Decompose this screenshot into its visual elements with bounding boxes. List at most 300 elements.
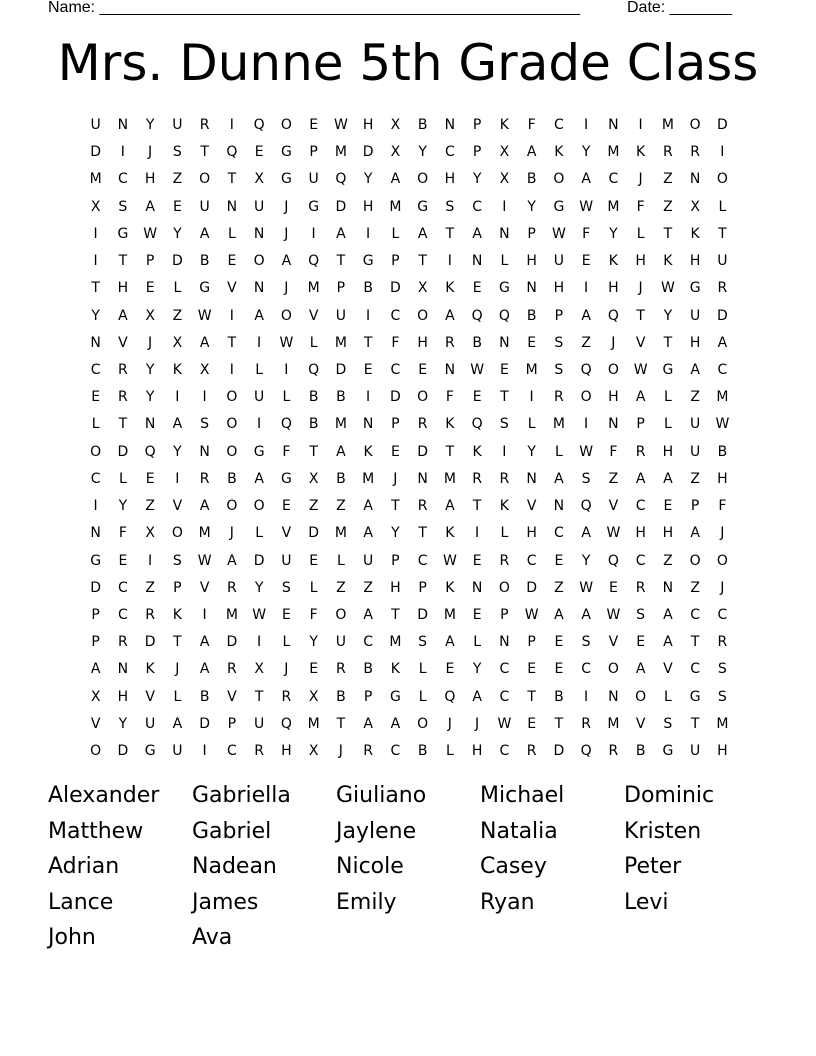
grid-letter: C [499, 743, 510, 760]
grid-letter: K [690, 225, 700, 242]
grid-letter: O [689, 117, 701, 133]
grid-letter: N [471, 579, 483, 596]
grid-letter: Y [118, 498, 128, 515]
grid-letter: Q [607, 307, 619, 324]
grid-letter: R [635, 579, 646, 596]
grid-letter: N [526, 280, 537, 297]
grid-letter: R [499, 552, 510, 569]
grid-letter: M [607, 144, 620, 161]
grid-letter: A [690, 361, 700, 378]
grid-letter: O [226, 498, 238, 515]
grid-letter: R [690, 144, 700, 161]
grid-letter: A [281, 253, 292, 270]
grid-letter: E [581, 253, 591, 270]
grid-letter: A [90, 661, 101, 678]
grid-letter: H [635, 525, 646, 542]
grid-letter: W [715, 416, 730, 433]
grid-row [82, 738, 736, 765]
grid-letter: J [229, 525, 234, 542]
grid-letter: H [471, 743, 483, 760]
grid-letter: E [445, 661, 455, 678]
grid-letter: Y [581, 552, 591, 569]
grid-letter: B [554, 688, 564, 705]
grid-letter: P [391, 416, 400, 433]
grid-letter: U [254, 389, 265, 406]
grid-letter: Y [254, 579, 264, 596]
grid-letter: M [307, 280, 320, 297]
grid-letter: X [308, 743, 319, 760]
grid-letter: Y [145, 361, 155, 378]
grid-letter: E [472, 606, 482, 623]
grid-letter: R [526, 743, 537, 760]
grid-letter: P [145, 253, 155, 270]
grid-letter: R [118, 634, 128, 651]
grid-letter: G [553, 198, 565, 215]
grid-letter: C [553, 117, 564, 133]
grid-letter: Q [253, 117, 265, 133]
grid-letter: E [91, 389, 101, 406]
grid-letter: D [417, 443, 429, 460]
grid-letter: L [554, 443, 563, 460]
grid-letter: E [499, 361, 509, 378]
grid-letter: Y [527, 198, 536, 215]
grid-letter: J [638, 280, 643, 297]
grid-letter: N [608, 416, 619, 433]
grid-letter: D [389, 389, 401, 406]
grid-letter: I [229, 307, 234, 324]
grid-letter: D [253, 552, 265, 569]
grid-letter: X [90, 688, 101, 705]
grid-letter: L [255, 525, 264, 542]
grid-letter: E [554, 661, 564, 678]
word-list-item: Natalia [480, 818, 558, 844]
grid-letter: P [418, 579, 427, 596]
grid-letter: Q [308, 361, 320, 378]
grid-letter: R [118, 389, 128, 406]
grid-letter: Q [226, 144, 238, 161]
grid-letter: Z [308, 498, 319, 515]
grid-letter: I [257, 634, 262, 651]
grid-letter: D [553, 743, 565, 760]
grid-letter: K [608, 253, 618, 270]
grid-letter: W [143, 225, 158, 242]
grid-letter: D [362, 144, 374, 161]
grid-letter: T [718, 225, 727, 242]
grid-letter: R [499, 470, 510, 487]
grid-letter: C [717, 606, 728, 623]
grid-letter: N [117, 117, 129, 133]
grid-letter: C [690, 661, 701, 678]
grid-letter: L [282, 389, 291, 406]
grid-letter: N [417, 470, 428, 487]
grid-letter: Y [173, 225, 182, 242]
grid-letter: E [172, 198, 182, 215]
grid-letter: W [579, 198, 594, 215]
grid-letter: A [635, 661, 646, 678]
grid-letter: Y [363, 171, 373, 188]
grid-letter: D [335, 198, 347, 215]
grid-letter: R [554, 389, 564, 406]
grid-letter: C [581, 661, 592, 678]
grid-letter: T [690, 634, 700, 651]
grid-letter: A [445, 634, 455, 651]
word-list-item: Emily [336, 889, 397, 915]
grid-letter: B [308, 416, 319, 433]
grid-letter: H [526, 253, 537, 270]
grid-letter: G [662, 743, 674, 760]
grid-letter: O [90, 743, 102, 760]
date-field-label: Date: _______ [627, 0, 732, 16]
grid-letter: N [253, 280, 265, 297]
grid-letter: T [363, 334, 373, 351]
grid-letter: L [418, 688, 427, 705]
grid-letter: R [581, 715, 591, 732]
grid-letter: W [470, 361, 485, 378]
word-search-grid [82, 112, 736, 765]
grid-letter: U [717, 253, 728, 270]
grid-letter: I [93, 225, 98, 242]
grid-letter: I [366, 389, 371, 406]
grid-letter: A [663, 634, 673, 651]
word-list-item: John [48, 925, 96, 950]
word-list-item: Gabriella [192, 783, 291, 808]
grid-letter: I [175, 389, 180, 406]
grid-letter: A [663, 470, 673, 487]
grid-letter: C [390, 743, 401, 760]
grid-letter: M [362, 470, 375, 487]
grid-letter: T [418, 525, 427, 542]
grid-letter: I [720, 144, 725, 161]
grid-letter: E [118, 552, 128, 569]
grid-letter: R [608, 743, 619, 760]
grid-letter: R [336, 661, 346, 678]
grid-letter: I [148, 552, 153, 569]
grid-letter: Q [308, 253, 320, 270]
grid-letter: C [117, 171, 128, 188]
grid-letter: H [608, 280, 619, 297]
grid-letter: A [199, 661, 210, 678]
grid-row [82, 194, 736, 221]
grid-letter: T [227, 334, 237, 351]
grid-letter: Z [663, 171, 673, 188]
grid-letter: I [311, 225, 316, 242]
grid-letter: H [662, 443, 674, 460]
grid-letter: F [309, 606, 318, 623]
grid-row [82, 166, 736, 193]
word-list-item: Dominic [624, 783, 715, 808]
grid-letter: Z [690, 579, 700, 596]
grid-letter: O [607, 661, 619, 678]
grid-letter: F [718, 498, 727, 515]
grid-letter: M [661, 117, 674, 133]
grid-letter: D [171, 253, 183, 270]
grid-letter: A [118, 307, 128, 324]
grid-letter: O [253, 498, 265, 515]
grid-letter: O [417, 307, 429, 324]
grid-letter: D [90, 144, 102, 161]
grid-letter: A [526, 144, 537, 161]
grid-letter: A [199, 334, 210, 351]
grid-letter: O [226, 416, 238, 433]
grid-row [82, 139, 736, 166]
grid-letter: E [145, 470, 155, 487]
grid-letter: O [280, 307, 292, 324]
grid-letter: Y [527, 443, 536, 460]
grid-letter: G [689, 280, 701, 297]
grid-letter: J [148, 334, 153, 351]
grid-letter: E [281, 498, 291, 515]
grid-row [82, 384, 736, 411]
grid-letter: G [362, 253, 374, 270]
grid-letter: S [636, 606, 646, 623]
grid-letter: S [581, 634, 591, 651]
grid-letter: U [335, 307, 346, 324]
grid-letter: R [445, 334, 455, 351]
grid-letter: S [717, 661, 727, 678]
grid-letter: R [417, 498, 428, 515]
grid-letter: T [690, 715, 700, 732]
grid-letter: G [117, 225, 129, 242]
grid-letter: P [336, 280, 346, 297]
grid-letter: U [90, 117, 101, 133]
grid-letter: O [635, 688, 647, 705]
grid-letter: K [445, 579, 455, 596]
grid-letter: W [606, 525, 621, 542]
grid-letter: U [553, 253, 564, 270]
grid-row [82, 303, 736, 330]
grid-row [82, 575, 736, 602]
grid-letter: V [308, 307, 319, 324]
grid-letter: G [280, 470, 292, 487]
grid-letter: O [417, 171, 429, 188]
grid-letter: S [281, 579, 291, 596]
grid-letter: C [226, 743, 237, 760]
grid-letter: J [720, 579, 725, 596]
grid-letter: Z [663, 198, 673, 215]
grid-letter: X [172, 334, 183, 351]
grid-letter: Y [472, 171, 482, 188]
grid-letter: W [524, 606, 539, 623]
grid-letter: E [254, 144, 264, 161]
grid-letter: E [309, 552, 319, 569]
grid-letter: A [581, 171, 591, 188]
grid-letter: N [226, 198, 238, 215]
grid-letter: N [90, 334, 101, 351]
grid-letter: C [390, 307, 401, 324]
grid-letter: E [472, 552, 482, 569]
grid-letter: L [418, 661, 427, 678]
grid-letter: A [390, 715, 401, 732]
grid-letter: W [633, 361, 648, 378]
grid-letter: P [690, 498, 700, 515]
grid-letter: C [417, 552, 428, 569]
grid-letter: D [144, 634, 156, 651]
grid-letter: A [227, 552, 237, 569]
grid-letter: L [173, 688, 182, 705]
grid-letter: E [472, 280, 482, 297]
grid-letter: R [717, 280, 728, 297]
grid-letter: R [227, 661, 237, 678]
word-list-item: Matthew [48, 818, 144, 844]
grid-letter: R [717, 634, 728, 651]
grid-letter: T [91, 280, 100, 297]
grid-letter: C [690, 606, 701, 623]
grid-letter: E [608, 579, 618, 596]
grid-letter: O [226, 443, 238, 460]
grid-letter: I [202, 606, 207, 623]
grid-letter: X [390, 144, 401, 161]
grid-letter: B [417, 743, 428, 760]
grid-letter: W [551, 225, 566, 242]
grid-row [82, 548, 736, 575]
grid-letter: D [716, 117, 728, 133]
grid-letter: X [145, 525, 155, 542]
word-list-item: Adrian [48, 854, 120, 879]
grid-letter: S [418, 634, 428, 651]
grid-letter: I [584, 117, 589, 133]
grid-letter: M [443, 606, 456, 623]
grid-letter: N [444, 361, 456, 378]
grid-letter: U [690, 743, 701, 760]
grid-letter: E [281, 606, 291, 623]
grid-letter: L [391, 225, 400, 242]
grid-letter: D [117, 743, 129, 760]
word-list-item: Jaylene [336, 818, 417, 844]
grid-letter: H [717, 743, 728, 760]
grid-letter: L [336, 552, 345, 569]
grid-letter: P [391, 552, 400, 569]
grid-letter: K [554, 144, 564, 161]
grid-letter: V [172, 498, 183, 515]
grid-letter: I [502, 443, 507, 460]
grid-letter: J [175, 661, 180, 678]
grid-letter: E [636, 634, 646, 651]
grid-letter: N [499, 634, 510, 651]
grid-letter: S [554, 334, 564, 351]
grid-letter: F [282, 443, 291, 460]
grid-letter: B [417, 117, 428, 133]
grid-letter: T [254, 688, 264, 705]
grid-letter: U [308, 171, 319, 188]
grid-letter: P [227, 715, 237, 732]
grid-letter: L [91, 416, 100, 433]
grid-letter: R [417, 416, 428, 433]
grid-letter: T [336, 715, 346, 732]
grid-letter: I [529, 389, 534, 406]
grid-letter: P [91, 634, 100, 651]
grid-letter: A [199, 634, 210, 651]
grid-letter: Z [363, 579, 373, 596]
grid-letter: J [720, 525, 725, 542]
grid-letter: Q [335, 171, 347, 188]
grid-letter: H [144, 171, 156, 188]
grid-letter: A [554, 470, 564, 487]
grid-letter: T [663, 334, 673, 351]
grid-letter: H [553, 280, 565, 297]
grid-letter: U [145, 715, 156, 732]
grid-letter: N [499, 225, 510, 242]
grid-letter: R [363, 743, 373, 760]
grid-letter: I [257, 334, 262, 351]
grid-letter: W [279, 334, 294, 351]
grid-letter: Y [581, 144, 591, 161]
grid-letter: M [225, 606, 238, 623]
grid-letter: K [363, 443, 373, 460]
grid-letter: T [663, 225, 673, 242]
grid-letter: M [389, 198, 402, 215]
grid-letter: H [662, 525, 674, 542]
grid-letter: I [93, 498, 98, 515]
grid-letter: L [445, 743, 454, 760]
grid-letter: A [254, 470, 264, 487]
grid-letter: B [336, 470, 346, 487]
grid-letter: I [229, 117, 234, 133]
grid-letter: B [526, 171, 537, 188]
grid-letter: O [199, 171, 211, 188]
grid-letter: F [609, 443, 618, 460]
grid-letter: W [442, 552, 457, 569]
grid-letter: O [417, 715, 429, 732]
grid-letter: A [336, 443, 346, 460]
grid-letter: I [284, 361, 289, 378]
grid-letter: U [363, 552, 374, 569]
grid-letter: K [445, 416, 455, 433]
grid-letter: P [173, 579, 182, 596]
grid-letter: Y [609, 225, 618, 242]
grid-letter: P [391, 253, 400, 270]
grid-letter: C [499, 661, 510, 678]
word-list-item: Casey [480, 854, 547, 879]
grid-letter: W [579, 443, 594, 460]
grid-letter: X [690, 198, 700, 215]
grid-letter: N [689, 171, 701, 188]
grid-letter: X [145, 307, 155, 324]
grid-letter: D [526, 579, 538, 596]
grid-row [82, 711, 736, 738]
grid-letter: H [717, 470, 728, 487]
grid-letter: R [118, 361, 128, 378]
grid-letter: N [90, 525, 101, 542]
grid-letter: N [117, 661, 129, 678]
grid-letter: Q [280, 715, 292, 732]
grid-letter: X [308, 470, 319, 487]
grid-letter: E [390, 443, 400, 460]
grid-letter: B [526, 307, 537, 324]
grid-letter: S [118, 198, 128, 215]
grid-letter: C [635, 552, 646, 569]
grid-letter: W [606, 606, 621, 623]
grid-letter: I [175, 470, 180, 487]
grid-letter: N [253, 225, 265, 242]
grid-letter: H [390, 579, 401, 596]
grid-letter: H [117, 280, 129, 297]
grid-letter: K [499, 117, 509, 133]
grid-letter: J [393, 470, 398, 487]
grid-row [82, 466, 736, 493]
grid-letter: V [145, 688, 155, 705]
grid-letter: J [475, 715, 480, 732]
grid-letter: L [500, 253, 509, 270]
grid-letter: T [445, 225, 455, 242]
grid-letter: G [662, 361, 674, 378]
grid-letter: W [333, 117, 348, 133]
grid-letter: B [472, 334, 482, 351]
grid-letter: N [553, 498, 565, 515]
grid-row [82, 330, 736, 357]
grid-letter: F [118, 525, 127, 542]
grid-letter: S [445, 198, 455, 215]
grid-letter: B [363, 280, 373, 297]
